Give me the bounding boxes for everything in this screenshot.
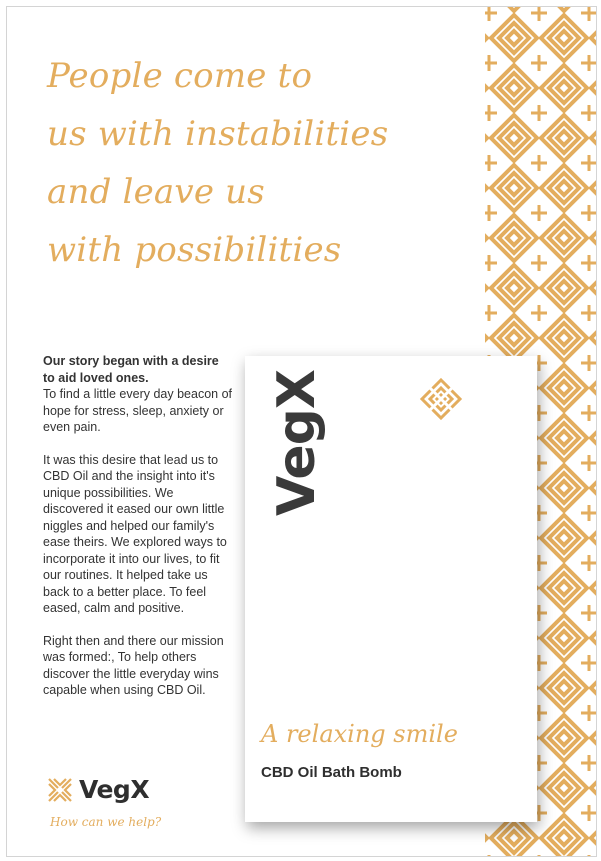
story-lead: Our story began with a desire to aid loved ones. (43, 354, 219, 385)
story-intro: To find a little every day beacon of hope for stress, sleep, anxiety or even pain. (43, 387, 233, 434)
story-paragraph-3: Right then and there our mission was formed:, To help others discover the little everyday wins capable when using CBD Oil. (43, 633, 224, 697)
headline-line: People come to (47, 56, 313, 96)
story-text (43, 353, 233, 715)
poster-page (6, 6, 597, 857)
card-product-name: CBD Oil Bath Bomb (261, 764, 402, 781)
card-brand-vertical: VegX (267, 370, 327, 516)
headline-line: us with instabilities (47, 114, 389, 154)
headline-line: and leave us (47, 172, 265, 212)
footer-brand: VegX (79, 775, 150, 804)
vegx-logo-icon (47, 777, 73, 803)
story-paragraph-1 (43, 353, 233, 436)
x-diamond-emblem-icon (419, 377, 463, 421)
card-subtitle: A relaxing smile (261, 720, 458, 748)
story-paragraph-2: It was this desire that lead us to CBD Oil and the insight into it's unique possibilities. We discovered it eased our own little niggles and helped our family's ease theirs. We explored ways to incorporate it into our lives, to fit our routines. It helped take us back to a better place. To feel eased, calm and positive. (43, 452, 227, 615)
product-card (245, 356, 537, 822)
headline (47, 47, 467, 279)
card-brand-wrapper (245, 356, 327, 516)
footer-logo (47, 775, 149, 804)
footer-tagline: How can we help? (50, 815, 162, 829)
headline-line: with possibilities (47, 230, 342, 270)
